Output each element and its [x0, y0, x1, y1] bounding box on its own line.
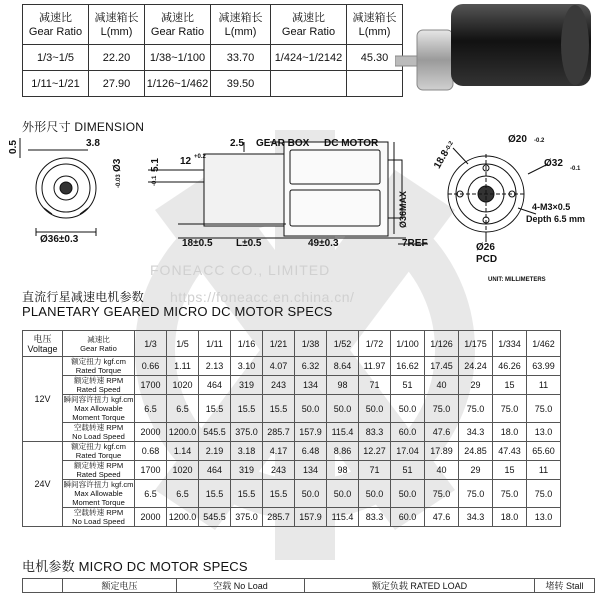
ratio-column-header: 1/38 — [295, 331, 327, 357]
gear-ratio-cell: 1/11~1/21 — [23, 71, 89, 97]
spec-value-cell: 134 — [295, 376, 327, 395]
dim-label-5-1-tol: -0.1 — [152, 175, 158, 186]
gear-ratio-table — [22, 4, 403, 97]
spec-value-cell: 3.18 — [231, 442, 263, 461]
length-cell: 33.70 — [211, 45, 271, 71]
spec-value-cell: 50.0 — [327, 480, 359, 508]
dim-label-49: 49±0.3 — [308, 238, 339, 249]
length-header: 减速箱长 L(mm) — [347, 5, 403, 45]
spec-value-cell: 75.0 — [425, 395, 459, 423]
ratio-column-header: 1/3 — [135, 331, 167, 357]
spec-value-cell: 6.5 — [135, 480, 167, 508]
dim-label-d20-tol: -0.2 — [534, 138, 545, 144]
rated-load-header: 额定负载 RATED LOAD — [305, 579, 535, 593]
gear-ratio-header: 减速比 Gear Ratio — [145, 5, 211, 45]
dim-label-18: 18±0.5 — [182, 238, 213, 249]
gear-ratio-row — [23, 45, 403, 71]
dim-label-shaft-d3-tol: -0.03 — [116, 174, 122, 188]
url-watermark: https://foneacc.en.china.cn/ — [170, 289, 355, 305]
spec-value-cell: 75.0 — [493, 395, 527, 423]
spec-value-cell: 243 — [263, 461, 295, 480]
spec-value-cell: 51 — [391, 461, 425, 480]
spec-value-cell: 47.43 — [493, 442, 527, 461]
spec-label-cell: 额定转速 RPM Rated Speed — [63, 461, 135, 480]
spec-value-cell: 1.14 — [167, 442, 199, 461]
dim-label-l: L±0.5 — [236, 238, 262, 249]
spec-table-body — [23, 357, 561, 527]
spec-value-cell: 98 — [327, 461, 359, 480]
spec-value-cell: 46.26 — [493, 357, 527, 376]
spec-value-cell: 60.0 — [391, 423, 425, 442]
spec-value-cell: 75.0 — [527, 395, 561, 423]
spec-value-cell: 50.0 — [359, 395, 391, 423]
spec-value-cell: 11.97 — [359, 357, 391, 376]
spec-value-cell: 75.0 — [493, 480, 527, 508]
ratio-column-header: 1/126 — [425, 331, 459, 357]
length-header: 减速箱长 L(mm) — [89, 5, 145, 45]
dim-label-3-8: 3.8 — [86, 138, 100, 149]
spec-label-cell: 空载转速 RPM No Load Speed — [63, 423, 135, 442]
spec-value-cell: 545.5 — [199, 508, 231, 527]
motor-specs-blank — [23, 579, 63, 593]
spec-value-cell: 1200.0 — [167, 508, 199, 527]
voltage-header: 电压 Voltage — [23, 331, 63, 357]
gear-ratio-header: 减速比 Gear Ratio — [271, 5, 347, 45]
spec-value-cell: 1700 — [135, 461, 167, 480]
spec-value-cell: 15.5 — [231, 395, 263, 423]
gear-ratio-cell: 1/3~1/5 — [23, 45, 89, 71]
spec-value-cell: 50.0 — [327, 395, 359, 423]
spec-value-cell: 17.89 — [425, 442, 459, 461]
motor-specs-header-row — [23, 579, 595, 593]
stall-header: 堵转 Stall — [535, 579, 595, 593]
spec-value-cell: 40 — [425, 461, 459, 480]
ratio-column-header: 1/5 — [167, 331, 199, 357]
spec-value-cell: 60.0 — [391, 508, 425, 527]
spec-value-cell: 2.19 — [199, 442, 231, 461]
spec-value-cell: 50.0 — [391, 395, 425, 423]
gear-ratio-cell: 1/126~1/462 — [145, 71, 211, 97]
length-cell: 39.50 — [211, 71, 271, 97]
spec-value-cell: 29 — [459, 461, 493, 480]
motor-voltage-header: 额定电压 — [63, 579, 177, 593]
dim-label-d32-tol: -0.1 — [570, 166, 581, 172]
company-watermark: FONEACC CO., LIMITED — [150, 262, 331, 278]
gear-ratio-cell: 1/38~1/100 — [145, 45, 211, 71]
spec-value-cell: 50.0 — [359, 480, 391, 508]
spec-value-cell: 1200.0 — [167, 423, 199, 442]
ratio-column-header: 1/100 — [391, 331, 425, 357]
dim-label-d20: Ø20 — [508, 134, 527, 145]
dim-label-12: 12 — [180, 156, 192, 167]
spec-row — [23, 480, 561, 508]
dim-label-shaft-d3: Ø3 — [112, 158, 123, 172]
spec-value-cell: 40 — [425, 376, 459, 395]
spec-value-cell: 98 — [327, 376, 359, 395]
motor-specs-table — [22, 578, 595, 593]
spec-value-cell: 15 — [493, 376, 527, 395]
spec-value-cell: 24.24 — [459, 357, 493, 376]
spec-value-cell: 6.32 — [295, 357, 327, 376]
spec-label-cell: 额定转速 RPM Rated Speed — [63, 376, 135, 395]
spec-row — [23, 508, 561, 527]
ratio-column-header: 1/72 — [359, 331, 391, 357]
spec-value-cell: 75.0 — [459, 480, 493, 508]
spec-row — [23, 395, 561, 423]
spec-value-cell: 15.5 — [263, 480, 295, 508]
spec-value-cell: 2.13 — [199, 357, 231, 376]
ratio-column-header: 1/175 — [459, 331, 493, 357]
length-cell: 22.20 — [89, 45, 145, 71]
dc-motor-label: DC MOTOR — [324, 138, 379, 149]
ratio-column-header: 1/16 — [231, 331, 263, 357]
spec-value-cell: 0.68 — [135, 442, 167, 461]
spec-value-cell: 6.5 — [167, 480, 199, 508]
spec-value-cell: 17.45 — [425, 357, 459, 376]
spec-value-cell: 115.4 — [327, 508, 359, 527]
spec-label-cell: 瞬间容许扭力 kgf.cm Max Allowable Moment Torque — [63, 395, 134, 422]
ratio-header: 减速比 Gear Ratio — [63, 331, 135, 357]
spec-value-cell: 285.7 — [263, 508, 295, 527]
spec-value-cell: 75.0 — [527, 480, 561, 508]
spec-value-cell: 375.0 — [231, 423, 263, 442]
spec-value-cell: 65.60 — [527, 442, 561, 461]
spec-value-cell: 16.62 — [391, 357, 425, 376]
spec-value-cell: 115.4 — [327, 423, 359, 442]
spec-label-cell: 空载转速 RPM No Load Speed — [63, 508, 135, 527]
spec-value-cell: 51 — [391, 376, 425, 395]
length-cell: 27.90 — [89, 71, 145, 97]
spec-value-cell: 71 — [359, 461, 391, 480]
spec-value-cell: 319 — [231, 461, 263, 480]
dim-label-depth: Depth 6.5 mm — [526, 214, 586, 224]
spec-value-cell: 47.6 — [425, 423, 459, 442]
ratio-column-header: 1/462 — [527, 331, 561, 357]
dim-label-d36max: Ø36MAX — [398, 190, 408, 228]
spec-value-cell: 15 — [493, 461, 527, 480]
ratio-column-header: 1/21 — [263, 331, 295, 357]
spec-value-cell: 157.9 — [295, 508, 327, 527]
spec-label-cell: 瞬间容许扭力 kgf.cm Max Allowable Moment Torque — [63, 480, 134, 507]
length-header: 减速箱长 L(mm) — [211, 5, 271, 45]
spec-value-cell: 83.3 — [359, 508, 391, 527]
dimension-title: 外形尺寸 DIMENSION — [22, 120, 145, 134]
planetary-title-en: PLANETARY GEARED MICRO DC MOTOR SPECS — [22, 304, 333, 319]
dim-label-18-8-tol: -0.2 — [444, 140, 455, 153]
spec-value-cell: 464 — [199, 461, 231, 480]
spec-row — [23, 376, 561, 395]
motor-photo — [395, 0, 595, 96]
gear-ratio-header-row — [23, 5, 403, 45]
spec-value-cell: 18.0 — [493, 508, 527, 527]
spec-value-cell: 34.3 — [459, 423, 493, 442]
spec-value-cell: 8.64 — [327, 357, 359, 376]
ratio-column-header: 1/334 — [493, 331, 527, 357]
dim-label-m3: 4-M3×0.5 — [532, 202, 571, 212]
ratio-column-header: 1/11 — [199, 331, 231, 357]
planetary-specs-table — [22, 330, 561, 527]
spec-value-cell: 12.27 — [359, 442, 391, 461]
spec-value-cell: 1.11 — [167, 357, 199, 376]
dimension-drawing — [8, 134, 596, 282]
spec-row — [23, 423, 561, 442]
dim-label-7ref: 7REF — [402, 238, 428, 249]
no-load-header: 空载 No Load — [177, 579, 305, 593]
spec-value-cell: 15.5 — [231, 480, 263, 508]
spec-value-cell: 17.04 — [391, 442, 425, 461]
spec-value-cell: 47.6 — [425, 508, 459, 527]
spec-value-cell: 15.5 — [199, 480, 231, 508]
spec-label-cell: 额定扭力 kgf.cm Rated Torque — [63, 357, 135, 376]
spec-value-cell: 34.3 — [459, 508, 493, 527]
spec-value-cell: 0.66 — [135, 357, 167, 376]
spec-value-cell: 24.85 — [459, 442, 493, 461]
spec-value-cell: 4.07 — [263, 357, 295, 376]
spec-value-cell: 3.10 — [231, 357, 263, 376]
spec-value-cell: 2000 — [135, 508, 167, 527]
spec-value-cell: 75.0 — [425, 480, 459, 508]
spec-value-cell: 18.0 — [493, 423, 527, 442]
dim-label-0-5: 0.5 — [8, 140, 19, 154]
spec-value-cell: 63.99 — [527, 357, 561, 376]
spec-row — [23, 442, 561, 461]
spec-value-cell: 11 — [527, 376, 561, 395]
gear-ratio-cell: 1/424~1/2142 — [271, 45, 347, 71]
spec-value-cell: 1020 — [167, 461, 199, 480]
dim-label-18-8: 18.8 — [432, 148, 452, 171]
spec-value-cell: 157.9 — [295, 423, 327, 442]
spec-value-cell: 71 — [359, 376, 391, 395]
spec-value-cell: 545.5 — [199, 423, 231, 442]
dim-label-5-1: 5.1 — [150, 158, 161, 172]
ratio-column-header: 1/52 — [327, 331, 359, 357]
spec-header-row — [23, 331, 561, 357]
voltage-cell: 12V — [23, 357, 63, 442]
dim-label-d32: Ø32 — [544, 158, 563, 169]
spec-value-cell: 50.0 — [391, 480, 425, 508]
dim-label-pcd: PCD — [476, 254, 498, 265]
motor-specs-title: 电机参数 MICRO DC MOTOR SPECS — [22, 559, 248, 574]
spec-value-cell: 1700 — [135, 376, 167, 395]
spec-value-cell: 13.0 — [527, 508, 561, 527]
spec-value-cell: 8.86 — [327, 442, 359, 461]
dim-label-12-tol: +0.2 — [194, 154, 206, 160]
spec-value-cell: 75.0 — [459, 395, 493, 423]
gear-ratio-row — [23, 71, 403, 97]
spec-value-cell: 29 — [459, 376, 493, 395]
gear-ratio-header: 减速比 Gear Ratio — [23, 5, 89, 45]
spec-row — [23, 461, 561, 480]
spec-value-cell: 6.5 — [135, 395, 167, 423]
length-cell: 45.30 — [347, 45, 403, 71]
spec-value-cell: 1020 — [167, 376, 199, 395]
spec-value-cell: 2000 — [135, 423, 167, 442]
unit-label: UNIT: MILLIMETERS — [488, 277, 546, 282]
spec-value-cell: 50.0 — [295, 395, 327, 423]
dim-label-d26: Ø26 — [476, 242, 495, 253]
dim-label-2-5: 2.5 — [230, 138, 244, 149]
spec-value-cell: 464 — [199, 376, 231, 395]
gear-ratio-cell — [271, 71, 347, 97]
spec-value-cell: 375.0 — [231, 508, 263, 527]
spec-value-cell: 319 — [231, 376, 263, 395]
spec-value-cell: 13.0 — [527, 423, 561, 442]
planetary-title-zh: 直流行星减速电机参数 — [22, 290, 145, 304]
gear-box-label: GEAR BOX — [256, 138, 310, 149]
spec-value-cell: 15.5 — [263, 395, 295, 423]
spec-value-cell: 243 — [263, 376, 295, 395]
spec-row — [23, 357, 561, 376]
spec-value-cell: 83.3 — [359, 423, 391, 442]
spec-value-cell: 285.7 — [263, 423, 295, 442]
spec-value-cell: 4.17 — [263, 442, 295, 461]
spec-value-cell: 11 — [527, 461, 561, 480]
spec-label-cell: 额定扭力 kgf.cm Rated Torque — [63, 442, 135, 461]
spec-value-cell: 6.5 — [167, 395, 199, 423]
voltage-cell: 24V — [23, 442, 63, 527]
spec-value-cell: 15.5 — [199, 395, 231, 423]
dim-label-d36: Ø36±0.3 — [40, 234, 79, 245]
spec-value-cell: 134 — [295, 461, 327, 480]
spec-value-cell: 50.0 — [295, 480, 327, 508]
spec-value-cell: 6.48 — [295, 442, 327, 461]
